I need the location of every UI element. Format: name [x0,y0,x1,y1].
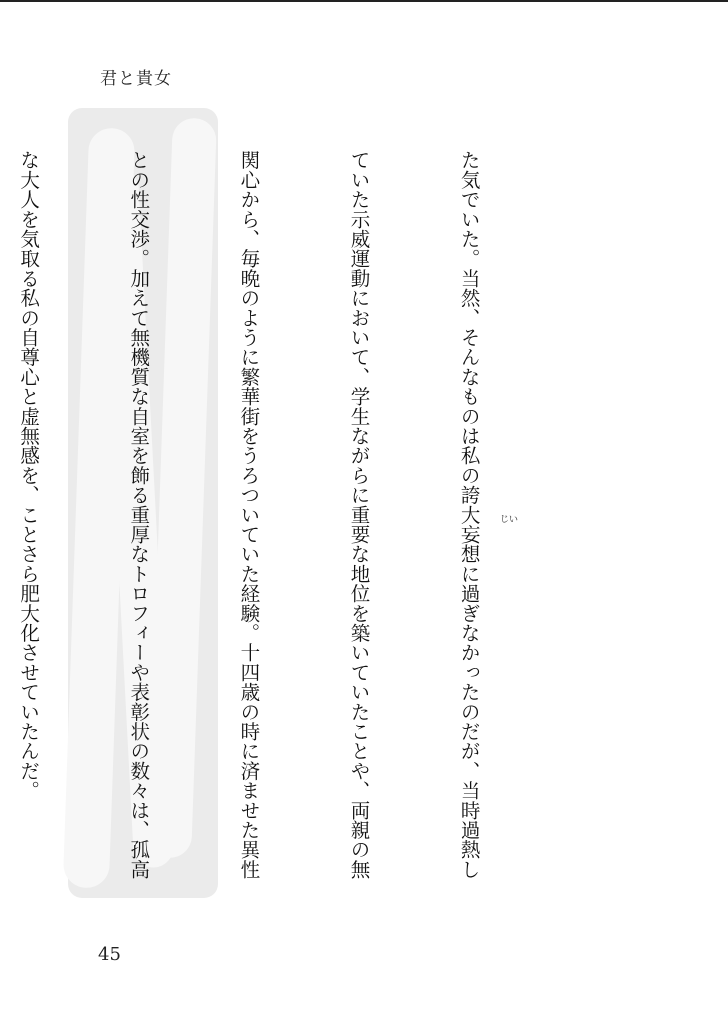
body-text [17,150,560,879]
text-line: た気でいた。当然、そんなものは私の誇大妄想に過ぎなかったのだが、当時過熱し [457,150,481,879]
running-head-title: 君と貴女 [100,69,172,89]
top-border [0,0,728,2]
page-number: 45 [98,944,121,965]
text-line: ていた示威運動において、学生ながらに重要な地位を築いていたことや、両親の無 [347,150,371,879]
text-line: な大人を気取る私の自尊心と虚無感を、ことさら肥大化させていたんだ。 [17,150,41,801]
text-line: との性交渉。加えて無機質な自室を飾る重厚なトロフィーや表彰状の数々は、孤高 [127,150,151,879]
ruby-annotation: じい [500,515,519,525]
text-line: 関心から、毎晩のように繁華街をうろついていた経験。十四歳の時に済ませた異性 [237,150,261,879]
